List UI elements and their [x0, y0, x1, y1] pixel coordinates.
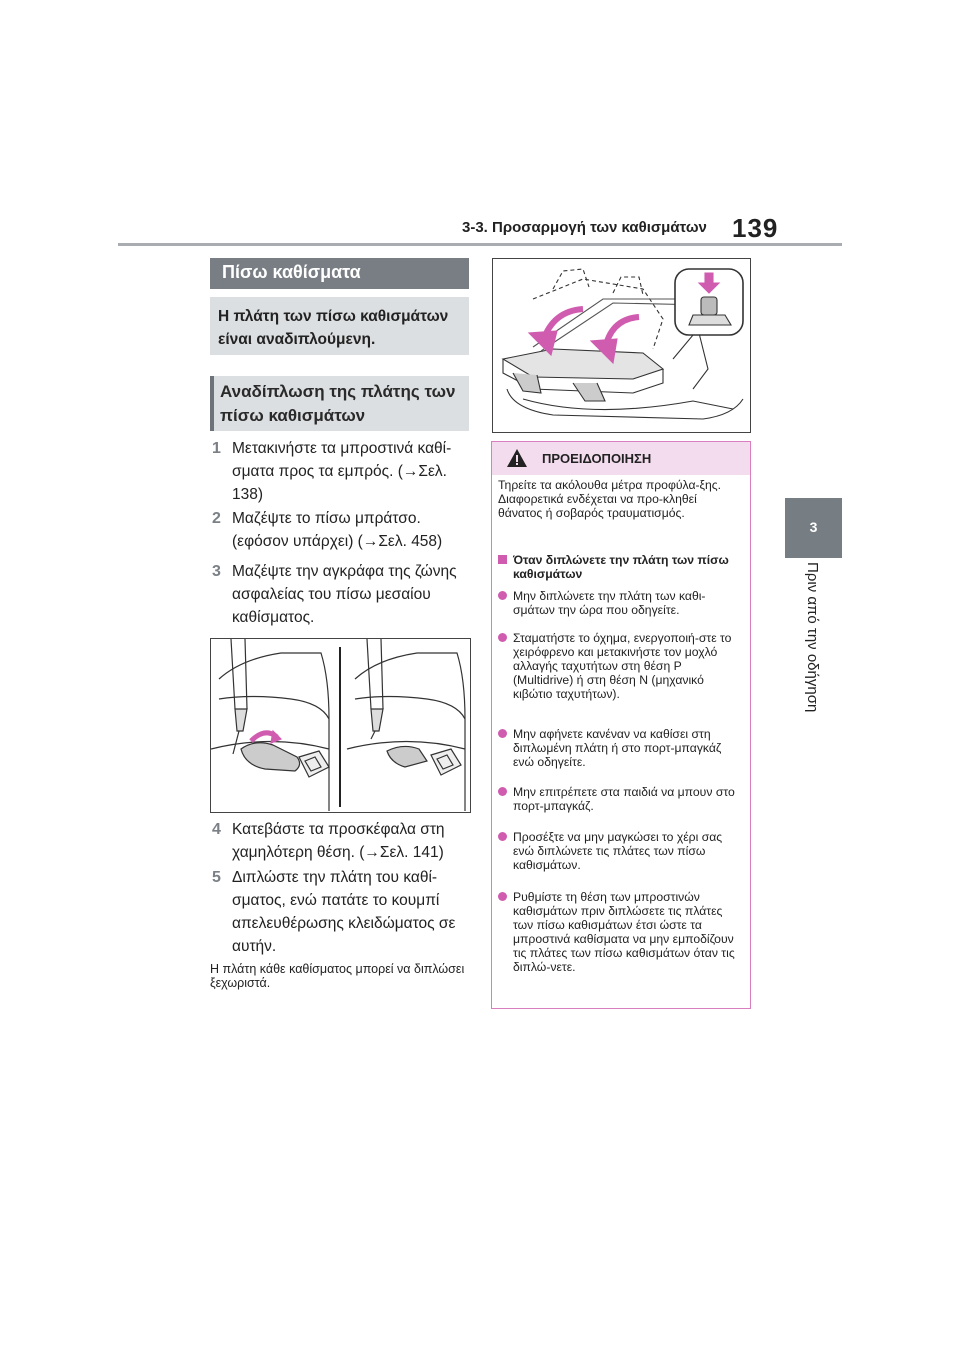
step-text: Διπλώστε την πλάτη του καθί-σματος, ενώ πατάτε το κουμπί απελευθέρωσης κλειδώματος σε αυτήν. [232, 869, 456, 955]
step-4 [212, 818, 472, 864]
step-text: Κατεβάστε τα προσκέφαλα στη χαμηλότερη θέση. (→Σελ. 141) [232, 821, 445, 861]
warning-bullet [498, 631, 744, 701]
circle-bullet-icon [498, 633, 507, 642]
circle-bullet-icon [498, 591, 507, 600]
step-number: 1 [212, 440, 221, 457]
seat-fold-illustration [492, 258, 751, 433]
header-rule [118, 243, 842, 246]
warning-header [492, 442, 750, 475]
subsection-accent [210, 376, 214, 431]
warning-title: ΠΡΟΕΙΔΟΠΟΙΗΣΗ [542, 451, 652, 466]
circle-bullet-icon [498, 892, 507, 901]
step-1 [212, 437, 472, 506]
circle-bullet-icon [498, 787, 507, 796]
buckle-stow-illustration [210, 638, 471, 813]
warning-bullet-text: Μην διπλώνετε την πλάτη των καθι-σμάτων την ώρα που οδηγείτε. [513, 589, 706, 617]
warning-bullet [498, 890, 744, 974]
step-text: Μετακινήστε τα μπροστινά καθί-σματα προς τα εμπρός. (→Σελ. 138) [232, 440, 452, 503]
chapter-number: 3 [809, 519, 818, 535]
warning-bullet-text: Μην αφήνετε κανέναν να καθίσει στη διπλωμένη πλάτη ή στο πορτ-μπαγκάζ ενώ οδηγείτε. [513, 727, 722, 769]
seat-fold-drawing [493, 259, 750, 432]
step-5 [212, 866, 472, 958]
running-header: 3-3. Προσαρμογή των καθισμάτων [462, 219, 707, 236]
step-number: 2 [212, 510, 221, 527]
note-text: Η πλάτη κάθε καθίσματος μπορεί να διπλώσει ξεχωριστά. [210, 962, 465, 990]
warning-bullet-text: Μην επιτρέπετε στα παιδιά να μπουν στο πορτ-μπαγκάζ. [513, 785, 735, 813]
circle-bullet-icon [498, 729, 507, 738]
warning-bullet [498, 589, 744, 617]
square-bullet-icon [498, 555, 507, 564]
page-number: 139 [732, 213, 779, 243]
step-3 [212, 560, 472, 629]
warning-bullet [498, 785, 744, 813]
section-summary-box [210, 297, 469, 355]
subsection-title: Αναδίπλωση της πλάτης των πίσω καθισμάτων [220, 382, 456, 425]
chapter-label: Πριν από την οδήγηση [804, 562, 821, 713]
section-heading [210, 258, 469, 289]
section-title: Πίσω καθίσματα [222, 262, 361, 282]
step-number: 5 [212, 869, 221, 886]
step-text: Μαζέψτε την αγκράφα της ζώνης ασφαλείας του πίσω μεσαίου καθίσματος. [232, 563, 457, 626]
step-number: 3 [212, 563, 221, 580]
step-number: 4 [212, 821, 221, 838]
warning-triangle-icon [506, 448, 528, 468]
warning-bullet [498, 727, 744, 769]
warning-subheading [498, 553, 744, 581]
warning-subheading-text: Όταν διπλώνετε την πλάτη των πίσω καθισμάτων [513, 553, 729, 581]
subsection-heading [210, 376, 469, 431]
step-text: Μαζέψτε το πίσω μπράτσο. (εφόσον υπάρχει) (→Σελ. 458) [232, 510, 443, 550]
warning-bullet [498, 830, 744, 872]
warning-bullet-text: Ρυθμίστε τη θέση των μπροστινών καθισμάτων πριν διπλώσετε τις πλάτες των πίσω καθισμάτων έτσι ώστε τα μπροστινά καθίσματα να μην εμποδίζουν τις πλάτες των πίσω καθισμάτων όταν τις διπλώ-νετε. [513, 890, 735, 974]
step-2 [212, 507, 472, 553]
section-summary: Η πλάτη των πίσω καθισμάτων είναι αναδιπλούμενη. [218, 308, 449, 348]
warning-intro: Τηρείτε τα ακόλουθα μέτρα προφύλα-ξης. Διαφορετικά ενδέχεται να προ-κληθεί θάνατος ή σοβαρός τραυματισμός. [498, 478, 722, 520]
warning-bullet-text: Προσέξτε να μην μαγκώσει το χέρι σας ενώ διπλώνετε τις πλάτες των πίσω καθισμάτων. [513, 830, 723, 872]
circle-bullet-icon [498, 832, 507, 841]
warning-bullet-text: Σταματήστε το όχημα, ενεργοποιή-στε το χειρόφρενο και μετακινήστε τον μοχλό αλλαγής ταχυτήτων στη θέση P (Multidrive) ή στη θέση N (μηχανικό κιβώτιο ταχυτήτων). [513, 631, 732, 701]
buckle-stow-drawing [211, 639, 470, 812]
